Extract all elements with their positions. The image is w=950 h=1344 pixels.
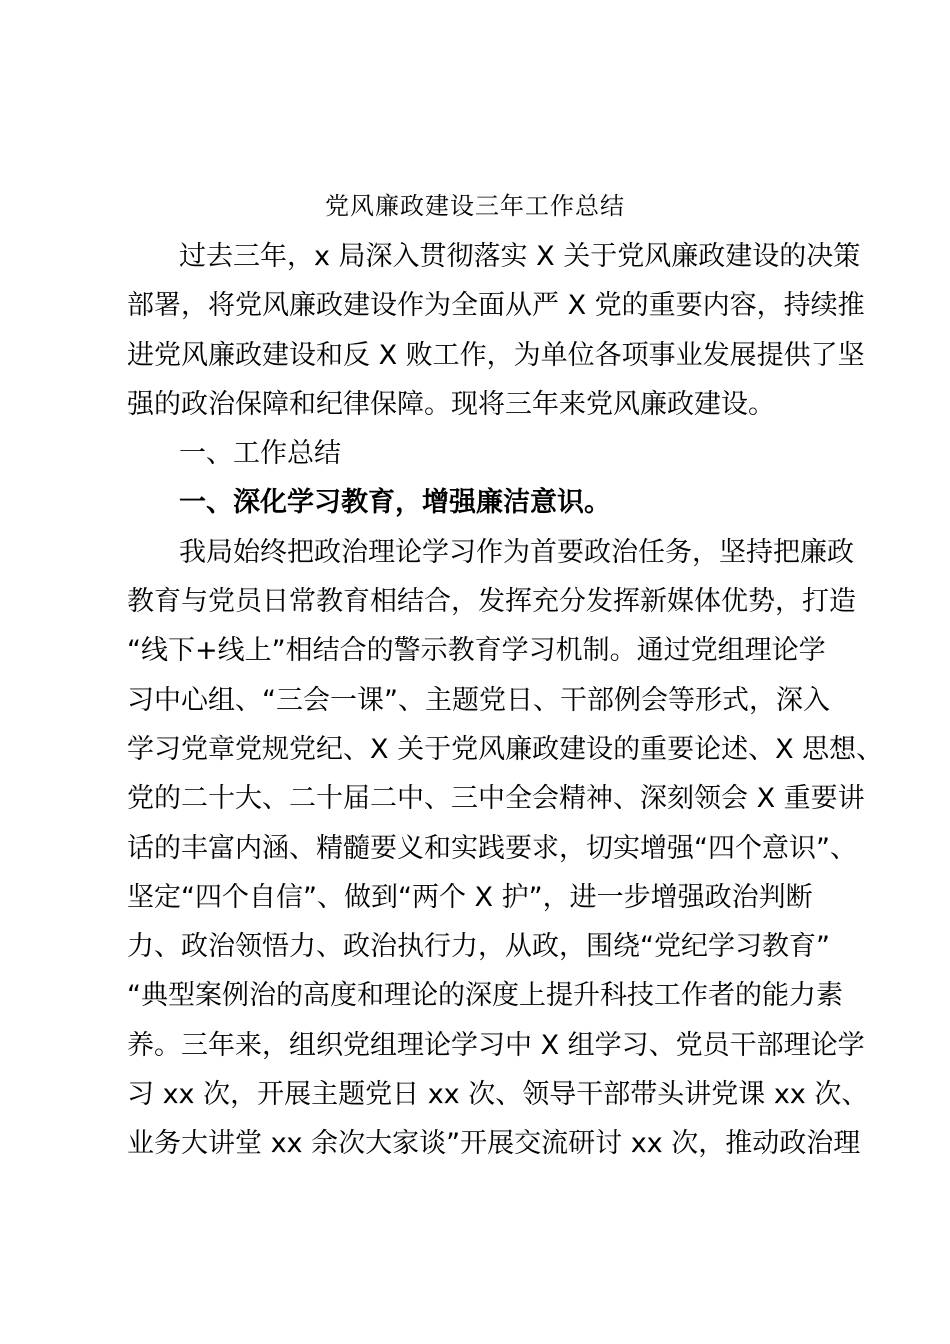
document-body [127,232,884,1169]
paragraph-line: 学习党章党规党纪、X 关于党风廉政建设的重要论述、X 思想、 [127,733,884,765]
paragraph-line: 进党风廉政建设和反 X 败工作，为单位各项事业发展提供了坚 [127,339,865,371]
paragraph-line: 习中心组、“三会一课”、主题党日、干部例会等形式，深入 [127,684,830,716]
paragraph-line: 业务大讲堂 xx 余次大家谈”开展交流研讨 xx 次，推动政治理 [127,1128,861,1160]
paragraph-line: 习 xx 次，开展主题党日 xx 次、领导干部带头讲党课 xx 次、 [127,1079,869,1111]
paragraph-line: “线下+线上”相结合的警示教育学习机制。通过党组理论学 [127,635,826,667]
paragraph-line: 力、政治领悟力、政治执行力，从政，围绕“党纪学习教育” [127,931,830,963]
paragraph-line: 话的丰富内涵、精髓要义和实践要求，切实增强“四个意识”、 [127,832,857,864]
paragraph-line: 养。三年来，组织党组理论学习中 X 组学习、党员干部理论学 [127,1029,865,1061]
paragraph-line: 部署，将党风廉政建设作为全面从严 X 党的重要内容，持续推 [127,290,865,322]
paragraph-line: 教育与党员日常教育相结合，发挥充分发挥新媒体优势，打造 [127,586,856,618]
subsection-heading: 一、深化学习教育，增强廉洁意识。 [179,487,611,519]
paragraph-line: 强的政治保障和纪律保障。现将三年来党风廉政建设。 [127,388,775,420]
paragraph-line: 过去三年，x 局深入贯彻落实 X 关于党风廉政建设的决策 [179,241,861,272]
paragraph-line: 我局始终把政治理论学习作为首要政治任务，坚持把廉政 [179,536,854,568]
document-title: 党风廉政建设三年工作总结 [325,192,625,220]
paragraph-line: “典型案例治的高度和理论的深度上提升科技工作者的能力素 [127,980,843,1012]
paragraph-line: 坚定“四个自信”、做到“两个 X 护”，进一步增强政治判断 [127,881,813,913]
section-heading: 一、工作总结 [179,438,341,470]
paragraph-line: 党的二十大、二十届二中、三中全会精神、深刻领会 X 重要讲 [127,783,865,815]
